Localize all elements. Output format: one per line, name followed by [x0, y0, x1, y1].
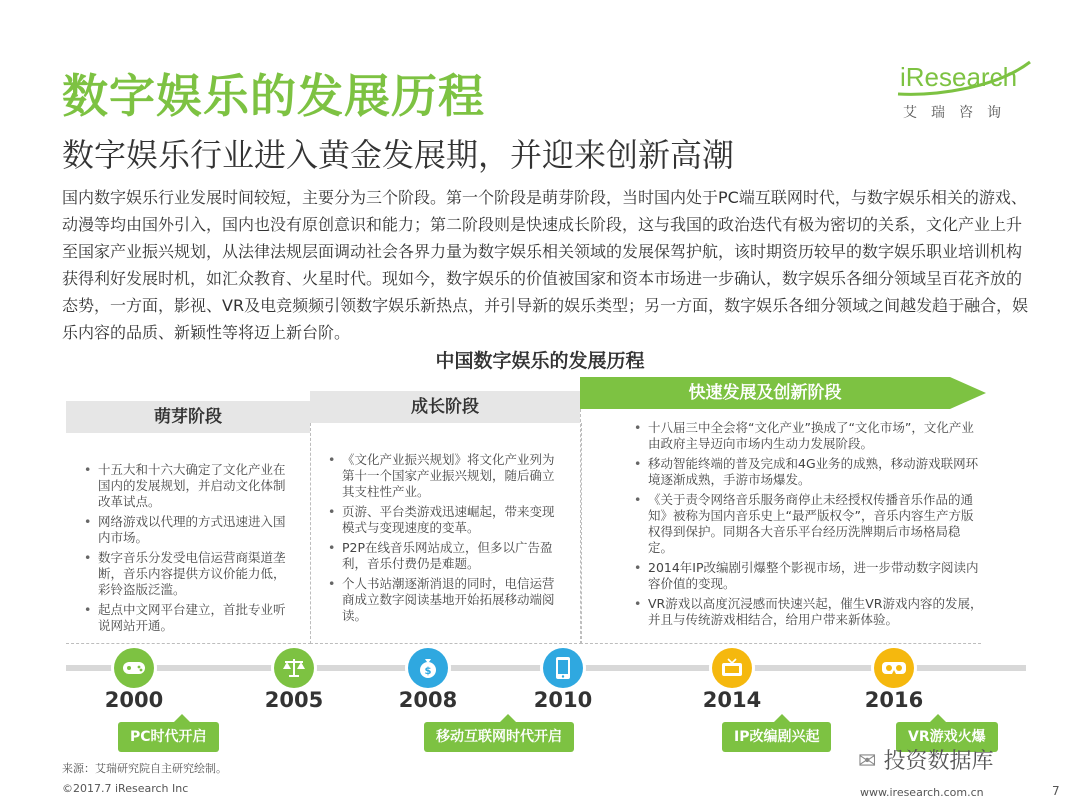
timeline-year-2000: 2000 [104, 688, 164, 712]
logo-text: iResearch [900, 62, 1018, 92]
tv-icon [720, 658, 744, 678]
event-pointer-icon [174, 714, 190, 722]
timeline-year-2005: 2005 [264, 688, 324, 712]
bullet-item: • 《关于责令网络音乐服务商停止未经授权传播音乐作品的通知》被称为国内音乐史上“最严版权令”，音乐内容生产方版权得到保护。同期各大音乐平台经历洗牌期后市场格局稳定。 [634, 492, 984, 556]
bullet-item: • 个人书站潮逐渐消退的同时，电信运营商成立数字阅读基地开始拓展移动端阅读。 [328, 576, 564, 624]
page-subtitle: 数字娱乐行业进入黄金发展期，并迎来创新高潮 [62, 136, 735, 174]
bullet-item: • P2P在线音乐网站成立，但多以广告盈利，音乐付费仍是难题。 [328, 540, 564, 572]
event-pointer-icon [774, 714, 790, 722]
money-bag-icon [417, 657, 439, 679]
timeline-node-2010 [543, 648, 583, 688]
balance-scale-icon [282, 657, 306, 679]
logo-subtext: 艾瑞咨询 [903, 105, 1015, 121]
event-ip-drama: IP改编剧兴起 [722, 722, 831, 752]
footer-url[interactable]: www.iresearch.com.cn [860, 786, 984, 799]
bullet-item: • 页游、平台类游戏迅速崛起，带来变现模式与变现速度的变革。 [328, 504, 564, 536]
event-pointer-icon [500, 714, 516, 722]
bullet-item: • 数字音乐分发受电信运营商渠道垄断，音乐内容提供方议价能力低，彩铃盗版泛滥。 [84, 550, 294, 598]
phase-header-innovation: 快速发展及创新阶段 [580, 377, 950, 409]
source-note: 来源：艾瑞研究院自主研究绘制。 [62, 762, 227, 775]
phase-bullets-sprout [84, 462, 294, 638]
timeline-node-2000 [114, 648, 154, 688]
logo-swoosh-icon [896, 58, 1032, 98]
bullet-item: • 《文化产业振兴规划》将文化产业列为第十一个国家产业振兴规划，随后确立其支柱性产业。 [328, 452, 564, 500]
svg-text:$: $ [424, 666, 432, 677]
timeline-node-2005 [274, 648, 314, 688]
timeline-node-2014 [712, 648, 752, 688]
bullet-item: • 2014年IP改编剧引爆整个影视市场，进一步带动数字阅读内容价值的变现。 [634, 560, 984, 592]
intro-paragraph: 国内数字娱乐行业发展时间较短，主要分为三个阶段。第一个阶段是萌芽阶段，当时国内处于PC端互联网时代，与数字娱乐相关的游戏、动漫等均由国外引入，国内也没有原创意识和能力；第二阶段则是快速成长阶段，这与我国的政治迭代有极为密切的关系，文化产业上升至国家产业振兴规划，从法律法规层面调动社会各界力量为数字娱乐相关领域的发展保驾护航，该时期资历较早的数字娱乐职业培训机构获得利好发展时机，如汇众教育、火星时代。现如今，数字娱乐的价值被国家和资本市场进一步确认，数字娱乐各细分领域呈百花齐放的态势，一方面，影视、VR及电竞频频引领数字娱乐新热点，并引导新的娱乐类型；另一方面，数字娱乐各细分领域之间越发趋于融合，娱乐内容的品质、新颖性等将迈上新台阶。 [62, 188, 1029, 342]
event-pc-era: PC时代开启 [118, 722, 219, 752]
vr-glasses-icon [881, 660, 907, 676]
event-pointer-icon [930, 714, 946, 722]
bullet-item: • 移动智能终端的普及完成和4G业务的成熟，移动游戏联网环境逐渐成熟，手游市场爆发。 [634, 456, 984, 488]
event-mobile-era: 移动互联网时代开启 [424, 722, 574, 752]
timeline-year-2016: 2016 [864, 688, 924, 712]
phase-bullets-growth [328, 452, 564, 628]
phase-header-sprout: 萌芽阶段 [66, 401, 310, 433]
bullet-item: • 十八届三中全会将“文化产业”换成了“文化市场”，文化产业由政府主导迈向市场内生动力发展阶段。 [634, 420, 984, 452]
event-vr-games: VR游戏火爆 [896, 722, 998, 752]
page-title: 数字娱乐的发展历程 [62, 69, 485, 123]
wechat-account-name: 投资数据库 [883, 749, 994, 774]
bullet-item: • 起点中文网平台建立，首批专业听说网站开通。 [84, 602, 294, 634]
timeline-year-2010: 2010 [533, 688, 593, 712]
timeline-year-2008: 2008 [398, 688, 458, 712]
wechat-watermark [858, 744, 993, 775]
bullet-item: • 网络游戏以代理的方式迅速进入国内市场。 [84, 514, 294, 546]
timeline-year-2014: 2014 [702, 688, 762, 712]
phase-bullets-innovation [634, 420, 984, 632]
gamepad-icon [122, 659, 146, 677]
page-number: 7 [1052, 784, 1060, 798]
timeline-node-2008 [408, 648, 448, 688]
phase-header-growth: 成长阶段 [310, 391, 580, 423]
smartphone-icon [555, 656, 571, 680]
chart-title: 中国数字娱乐的发展历程 [435, 350, 645, 372]
bullet-item: • 十五大和十六大确定了文化产业在国内的发展规划，并启动文化体制改革试点。 [84, 462, 294, 510]
bullet-item: • VR游戏以高度沉浸感而快速兴起，催生VR游戏内容的发展，并且与传统游戏相结合，给用户带来新体验。 [634, 596, 984, 628]
timeline-node-2016 [874, 648, 914, 688]
wechat-icon: ✉ [858, 749, 884, 774]
copyright: ©2017.7 iResearch Inc [62, 782, 189, 795]
phase-arrow-icon [950, 377, 986, 409]
